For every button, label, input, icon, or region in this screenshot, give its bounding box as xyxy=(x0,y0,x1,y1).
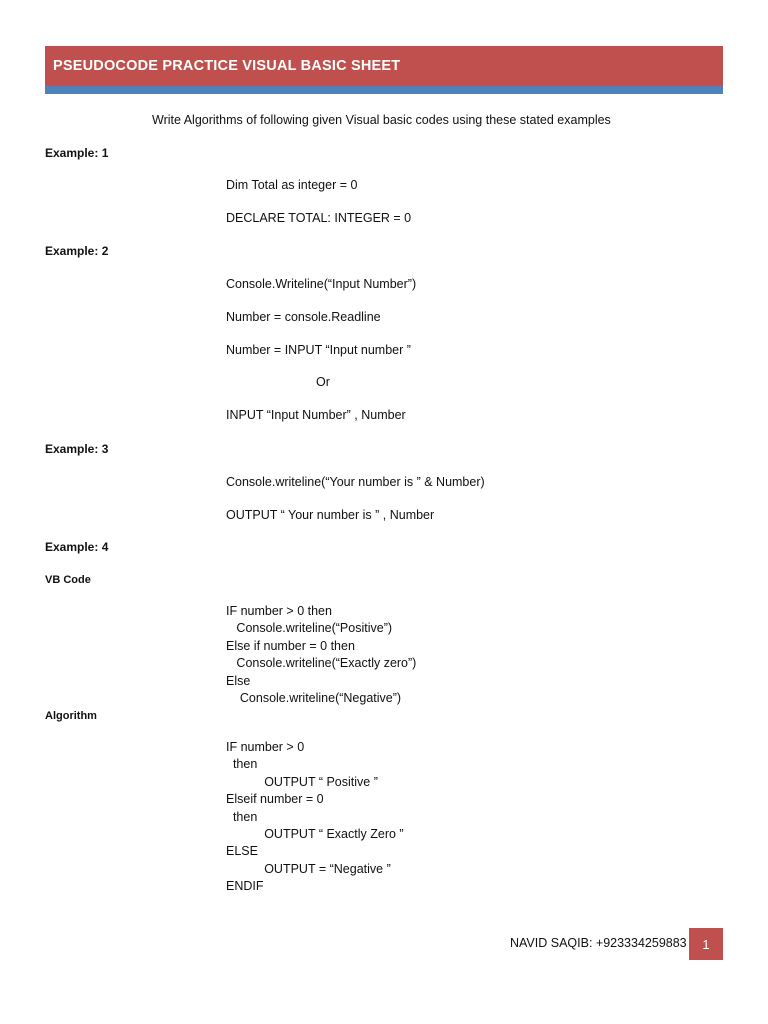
vb-code-block xyxy=(226,603,416,707)
footer-author: NAVID SAQIB: +923334259883 xyxy=(510,936,687,950)
code-line: OUTPUT “ Your number is ” , Number xyxy=(226,508,435,522)
code-line: Elseif number = 0 xyxy=(226,792,324,807)
code-line: Console.writeline(“Exactly zero”) xyxy=(226,656,417,671)
code-line: Number = INPUT “Input number ” xyxy=(226,343,411,357)
or-separator: Or xyxy=(316,375,330,389)
vb-code-heading: VB Code xyxy=(45,574,91,586)
page-title: PSEUDOCODE PRACTICE VISUAL BASIC SHEET xyxy=(53,58,401,74)
code-line: OUTPUT = “Negative ” xyxy=(226,861,391,876)
algorithm-heading: Algorithm xyxy=(45,710,97,722)
code-line: then xyxy=(226,809,258,824)
code-line: OUTPUT “ Exactly Zero ” xyxy=(226,826,404,841)
code-line: then xyxy=(226,757,258,772)
header-banner xyxy=(45,46,723,86)
code-line: Console.writeline(“Negative”) xyxy=(226,690,402,705)
example-3-heading: Example: 3 xyxy=(45,442,109,456)
code-line: IF number > 0 xyxy=(226,740,305,754)
code-line: ELSE xyxy=(226,844,258,859)
code-line: DECLARE TOTAL: INTEGER = 0 xyxy=(226,211,412,225)
code-line: INPUT “Input Number” , Number xyxy=(226,408,406,422)
code-line: Console.writeline(“Your number is ” & Number) xyxy=(226,475,485,489)
page-number: 1 xyxy=(689,928,723,960)
header-stripe xyxy=(45,86,723,94)
code-line: Console.writeline(“Positive”) xyxy=(226,621,393,636)
code-line: ENDIF xyxy=(226,879,264,894)
code-line: Number = console.Readline xyxy=(226,310,381,324)
intro-text: Write Algorithms of following given Visual basic codes using these stated examples xyxy=(152,113,611,127)
example-2-heading: Example: 2 xyxy=(45,244,109,258)
code-line: Else if number = 0 then xyxy=(226,638,355,653)
code-line: IF number > 0 then xyxy=(226,604,332,618)
example-1-heading: Example: 1 xyxy=(45,146,109,160)
example-4-heading: Example: 4 xyxy=(45,540,109,554)
code-line: Else xyxy=(226,673,251,688)
algorithm-block xyxy=(226,739,404,896)
code-line: Console.Writeline(“Input Number”) xyxy=(226,277,417,291)
code-line: Dim Total as integer = 0 xyxy=(226,178,358,192)
code-line: OUTPUT “ Positive ” xyxy=(226,774,378,789)
